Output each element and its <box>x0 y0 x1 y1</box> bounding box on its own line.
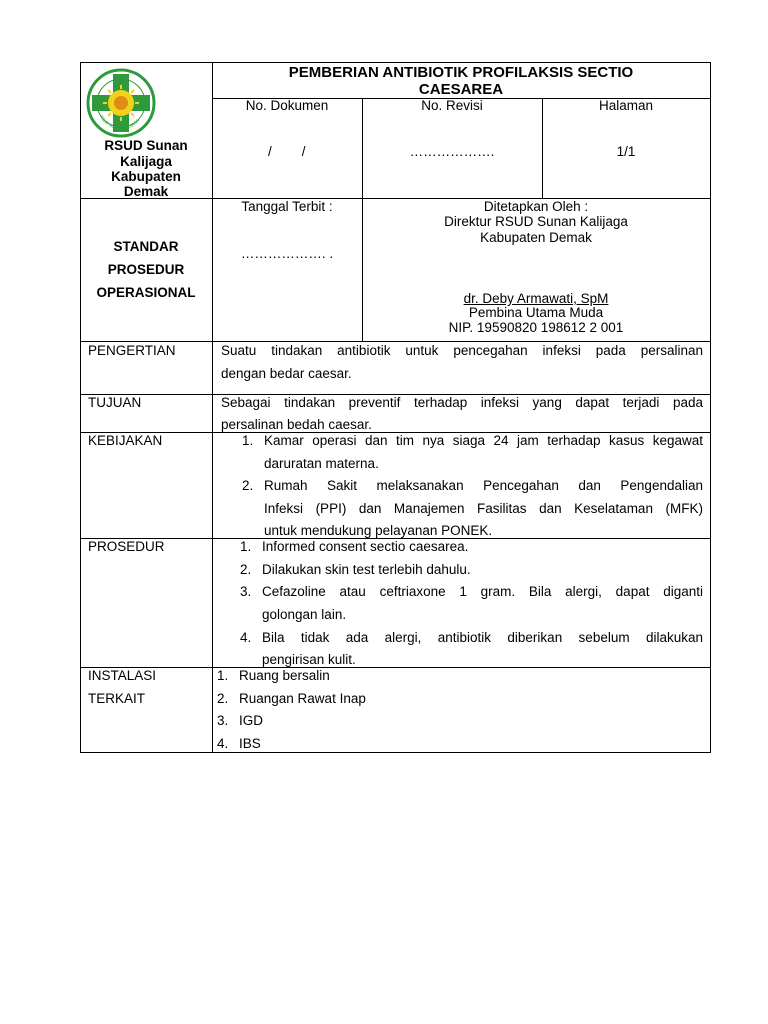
sop-document <box>80 62 710 752</box>
instalasi-item-number: 1. <box>217 668 229 683</box>
instalasi-item-number: 3. <box>217 713 229 728</box>
prosedur-item-text: Bila tidak ada alergi, antibiotik diberikan sebelum dilakukan <box>262 630 703 645</box>
sop-label-line2: PROSEDUR <box>107 262 185 277</box>
kebijakan-item-text: Kamar operasi dan tim nya siaga 24 jam terhadap kasus kegawat <box>264 433 703 448</box>
sop-label-line3: OPERASIONAL <box>96 285 196 300</box>
no-revisi-label: No. Revisi <box>421 98 483 113</box>
prosedur-item-text: Cefazoline atau ceftriaxone 1 gram. Bila alergi, dapat diganti <box>262 584 703 599</box>
tujuan-text-line1: Sebagai tindakan preventif terhadap infeksi yang dapat terjadi pada <box>221 395 703 410</box>
no-dokumen-value: / / <box>268 144 306 159</box>
kebijakan-item-number: 1. <box>242 433 254 448</box>
halaman-label: Halaman <box>598 98 654 113</box>
signer-nip: NIP. 19590820 198612 2 001 <box>448 320 624 335</box>
kebijakan-label: KEBIJAKAN <box>88 433 163 448</box>
instalasi-item-number: 2. <box>217 691 229 706</box>
instalasi-label-line1: INSTALASI <box>88 668 157 683</box>
signer-rank: Pembina Utama Muda <box>468 305 604 320</box>
instalasi-label-line2: TERKAIT <box>88 691 146 706</box>
prosedur-item-text: pengirisan kulit. <box>262 652 356 667</box>
hospital-name-line1: RSUD Sunan <box>104 138 188 153</box>
pengertian-label: PENGERTIAN <box>88 343 176 358</box>
signer-name: dr. Deby Armawati, SpM <box>463 291 609 306</box>
kebijakan-item-text: daruratan materna. <box>264 456 379 471</box>
logo-lettering: RSUD SUNAN KALIJAGA <box>98 114 141 131</box>
logo-emblem-icon <box>86 68 156 138</box>
tujuan-text-line2: persalinan bedah caesar. <box>221 417 372 432</box>
kebijakan-item-text: Infeksi (PPI) dan Manajemen Fasilitas dan Keselataman (MFK) <box>264 501 703 516</box>
hospital-name-line2: Kalijaga <box>120 154 172 169</box>
pengertian-text-line1: Suatu tindakan antibiotik untuk pencegahan infeksi pada persalinan <box>221 343 703 358</box>
tanggal-terbit-label: Tanggal Terbit : <box>241 199 333 214</box>
prosedur-item-text: golongan lain. <box>262 607 347 622</box>
kebijakan-item-text: Rumah Sakit melaksanakan Pencegahan dan Pengendalian <box>264 478 703 493</box>
pengertian-text-line2: dengan bedar caesar. <box>221 366 352 381</box>
hospital-logo <box>86 68 156 138</box>
prosedur-item-number: 4. <box>240 630 252 645</box>
border-right <box>710 62 711 753</box>
prosedur-item-text: Informed consent sectio caesarea. <box>262 539 469 554</box>
document-title-line2: CAESAREA <box>418 81 504 98</box>
instalasi-item-text: IGD <box>239 713 264 728</box>
sop-label-line1: STANDAR <box>113 239 179 254</box>
document-title-line1: PEMBERIAN ANTIBIOTIK PROFILAKSIS SECTIO <box>288 64 634 81</box>
prosedur-item-number: 3. <box>240 584 252 599</box>
row-divider-sop <box>80 341 711 342</box>
column-divider <box>212 62 213 753</box>
row-divider-prosedur <box>80 667 711 668</box>
kebijakan-item-text: untuk mendukung pelayanan PONEK. <box>264 523 493 538</box>
ditetapkan-line2: Direktur RSUD Sunan Kalijaga <box>444 214 628 229</box>
no-revisi-value: ………………. <box>409 144 495 159</box>
prosedur-item-number: 2. <box>240 562 252 577</box>
no-dokumen-label: No. Dokumen <box>245 98 329 113</box>
kebijakan-item-number: 2. <box>242 478 254 493</box>
prosedur-label: PROSEDUR <box>88 539 165 554</box>
hospital-name-line3: Kabupaten <box>111 169 181 184</box>
instalasi-item-text: Ruang bersalin <box>239 668 330 683</box>
tanggal-terbit-value: ………………. . <box>240 246 334 261</box>
ditetapkan-line1: Ditetapkan Oleh : <box>483 199 589 214</box>
instalasi-item-text: Ruangan Rawat Inap <box>239 691 366 706</box>
ditetapkan-line3: Kabupaten Demak <box>480 230 592 245</box>
border-top <box>80 62 711 63</box>
instalasi-item-text: IBS <box>239 736 261 751</box>
hospital-name-line4: Demak <box>123 184 169 199</box>
halaman-value: 1/1 <box>616 144 636 159</box>
instalasi-item-number: 4. <box>217 736 229 751</box>
border-bottom <box>80 752 711 753</box>
prosedur-item-text: Dilakukan skin test terlebih dahulu. <box>262 562 471 577</box>
tujuan-label: TUJUAN <box>88 395 142 410</box>
prosedur-item-number: 1. <box>240 539 252 554</box>
